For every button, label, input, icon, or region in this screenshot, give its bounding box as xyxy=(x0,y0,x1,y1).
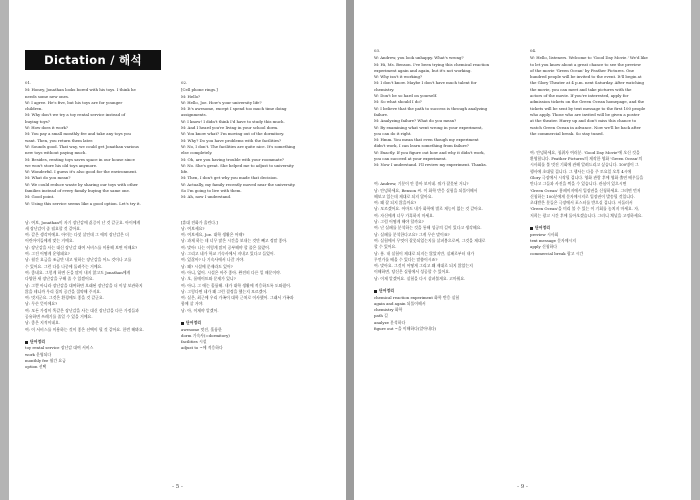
text-line: 남: 오, 룸메이트와 문제가 있니? xyxy=(181,276,236,282)
text-line: 만나고 그들과 사진을 찍을 수 있습니다. 관심이 있으시면 xyxy=(530,181,627,187)
text-line: 'Green Ocean' 홈페이지에서 입장권을 신청하세요. 그러면 먼저 xyxy=(530,187,641,193)
text-line: facilities 시설 xyxy=(181,339,207,345)
text-line: M: Then, I don't get why you made that decision. xyxy=(181,175,278,181)
korean-translation xyxy=(374,181,520,282)
text-line: W: Hello, listeners. Welcome to 'Good Day Movie.' We'd like xyxy=(530,55,648,61)
vocab-list xyxy=(181,327,331,352)
text-line: 시사회를 볼 멋진 기회에 관해 알려드리고 싶습니다. 100명이 그 xyxy=(530,162,639,168)
text-line: 여: 맞아요. 그것이 어떻게 그리고 왜 제대로 되지 않았는지 xyxy=(374,263,473,269)
text-line: 여: Andrew, 기분이 안 좋아 보이네. 뭐가 잘못된 거니? xyxy=(374,181,469,187)
vocab-heading: 단어정리 xyxy=(374,288,520,294)
text-line: watch Green Ocean in advance. Now we'll be back after xyxy=(530,124,641,130)
text-line: W: Why isn't it working? xyxy=(374,74,423,80)
text-line: 남: 이제 알겠어요. 실험을 다시 살펴볼게요. 고마워요. xyxy=(374,275,466,281)
text-line: want. Then, you return them later. xyxy=(25,137,94,143)
text-line: M: Analyzing failure? What do you mean? xyxy=(374,118,457,124)
text-line: didn't work, I can learn something from failure? xyxy=(374,143,469,149)
text-line: 남: 좋은 지적이네요. xyxy=(25,320,61,326)
text-line: 남: 왜? 시설에 문제라도 있어? xyxy=(181,263,233,269)
text-line: text message 문자메시지 xyxy=(530,237,576,243)
text-line: we won't store his old toys anymore. xyxy=(25,162,98,168)
dictation-banner: Dictation / 해석 xyxy=(25,50,161,70)
text-line: toy rental service 장난감 대여 서비스 xyxy=(25,345,94,351)
text-line: who apply. Those who are invited will be given a poster xyxy=(530,111,640,117)
text-line: 해보고 있는데 제대로 되지 않아요. xyxy=(374,193,433,199)
text-line: chemistry. xyxy=(374,86,395,92)
text-line: 남: 월간 요금을 조금만 내고 원하는 장난감을 어느 것이나 고를 xyxy=(25,257,132,263)
text-line: 남: 장난감을 사는 대신 장난감 대여 서비스를 이용해 보면 어때요? xyxy=(25,244,138,250)
right-page xyxy=(354,0,691,500)
text-line: [Cell phone rings.] xyxy=(181,87,218,93)
text-line: assignments. xyxy=(181,112,207,118)
text-line: 않을 테니까 우리 집의 공간을 절약해 주지요. xyxy=(25,288,102,294)
book-gutter xyxy=(346,0,354,500)
text-line: M: Now I understand. I'll review my experiment. Thanks. xyxy=(374,162,488,168)
text-line: 여: 자신에게 너무 가혹하지 마세요. xyxy=(374,212,435,218)
text-line: 남: 흠. 내 실험이 제대로 되지는 않았지만, 실패로부터 내가 xyxy=(374,250,475,256)
text-line: path 길 xyxy=(374,313,388,319)
section-number: 02. xyxy=(181,80,188,85)
text-line: 남: 안녕하세요, Benson 씨. 이 화학 반응 실험을 되풀이해서 xyxy=(374,187,478,193)
section-number: 03. xyxy=(374,48,381,53)
text-line: the commercial break. So stay tuned. xyxy=(530,130,604,136)
text-line: M: Honey, Jonathan looks bored with his toys. I think he xyxy=(25,87,136,93)
text-line: families instead of every family buying the same one. xyxy=(25,188,131,194)
text-line: 여: 모든 가정이 똑같은 장난감을 사는 대신 장난감을 다른 가정들과 xyxy=(25,307,139,313)
text-line: dorm 기숙사(=dormitory) xyxy=(181,332,230,338)
text-line: tickets will be sent by text message to the first 100 people xyxy=(530,105,646,111)
text-line: 남: 그럼 어떻게 해야 할까요? xyxy=(374,219,424,225)
text-line: the movie, you can meet and take pictures with the xyxy=(530,86,632,92)
section-02 xyxy=(181,80,331,352)
text-line: actors of the movie. If you're interested, apply for xyxy=(530,93,629,99)
text-line: W: You know what? I'm moving out of the dormitory. xyxy=(181,131,285,137)
korean-translation xyxy=(530,150,676,219)
section-03 xyxy=(374,48,520,332)
text-line: M: It's awesome, except I spend too much time doing xyxy=(181,106,287,112)
text-line: needs some new ones. xyxy=(25,93,70,99)
bullet-square-icon xyxy=(530,227,533,230)
text-line: W: Actually, my family recently moved near the university. xyxy=(181,181,296,187)
page-number: - 5 - xyxy=(172,484,183,490)
text-line: M: So what should I do? xyxy=(374,99,422,105)
text-line: 여: 그건 어떻게 운영돼요? xyxy=(25,251,70,257)
text-line: 저희는 광고 시간 후에 돌아오겠습니다. 그러니 채널을 고정하세요. xyxy=(530,212,643,218)
text-line: W: By examining what went wrong in your experiment, xyxy=(374,124,483,130)
vocab-heading: 단어정리 xyxy=(181,320,331,326)
text-line: 여: 아니, 없어. 시설은 아주 좋아. 완전히 다른 일 때문이야. xyxy=(181,269,282,275)
text-line: [휴대 전화가 울린다.] xyxy=(181,219,218,225)
text-line: W: Wonderful. I guess it's also good for the environment. xyxy=(25,169,138,175)
text-line: life. xyxy=(181,169,189,175)
section-01 xyxy=(25,80,169,371)
bullet-square-icon xyxy=(25,341,28,344)
text-line: 여: 안녕하세요, 청취자 여러분. 'Good Day Movie'에 오신 것을 xyxy=(530,149,640,155)
korean-translation xyxy=(181,220,331,314)
text-line: buying toys? xyxy=(25,118,50,124)
text-line: M: And I heard you're living in your school dorm. xyxy=(181,125,279,131)
text-line: W: Don't be so hard on yourself. xyxy=(374,93,438,99)
text-line: hundred people will be invited to the event. It'll begin at xyxy=(530,74,642,80)
text-line: M: Good point. xyxy=(25,194,55,200)
text-line: 여: 실험에서 무엇이 잘못되었는지를 살펴봄으로써, 그것을 제대로 xyxy=(374,237,486,243)
text-line: 이해하면, 당신은 실험에서 성공할 수 있어요. xyxy=(374,269,451,275)
text-line: 무언가를 배울 수 있다는 말씀이시죠? xyxy=(374,256,438,262)
text-line: analyze 분석하다 xyxy=(374,319,406,325)
text-line: 여: 같은 생각이에요. 아이는 다섯 살인데 그 애의 장난감은 더 xyxy=(25,232,129,238)
text-line: 여: 좋네요. 그렇게 하면 돈을 많이 내지 않고도 Jonathan에게 xyxy=(25,269,131,275)
text-line: M: Why? Do you have problems with the facilities? xyxy=(181,137,282,143)
text-line: M: I don't know. Maybe I don't have much talent for xyxy=(374,80,477,86)
bullet-square-icon xyxy=(181,322,184,325)
vocab-heading: 단어정리 xyxy=(530,225,676,231)
text-line: 환영합니다. Feather Pictures의 제작한 영화 'Green Ocean'의 xyxy=(530,156,643,162)
text-line: new toys without paying much. xyxy=(25,150,87,156)
text-line: 남: 아, 이제야 알겠어. xyxy=(181,307,219,313)
dialogue-script xyxy=(25,87,169,207)
text-line: 새 장난감이 좀 필요할 것 같아요. xyxy=(25,225,82,231)
text-line: 신청하는 100분에게 문자메시지로 입장권이 발송될 것입니다. xyxy=(530,193,636,199)
left-page xyxy=(9,0,346,500)
section-number: 01. xyxy=(25,80,32,85)
vocab-heading: 단어정리 xyxy=(25,339,169,345)
text-line: M: Oh, are you having trouble with your roommate? xyxy=(181,156,284,162)
text-line: 여: 여보세요, Joe. 대학 생활은 어때? xyxy=(181,232,245,238)
text-line: 남: 여보세요? xyxy=(181,225,205,231)
text-line: commercial break 광고 시간 xyxy=(530,250,584,256)
text-line: W: No, I don't. The facilities are quite nice. It's something xyxy=(181,143,296,149)
korean-translation xyxy=(25,220,169,333)
text-line: M: Why don't we try a toy rental service instead of xyxy=(25,112,126,118)
text-line: 남: 무슨 뜻이에요? xyxy=(25,301,58,307)
vocab-list xyxy=(374,295,520,333)
text-line: W: How does it work? xyxy=(25,125,68,131)
text-line: W: I agree. He's five, but his toys are for younger xyxy=(25,99,123,105)
text-line: monthly fee 월간 요금 xyxy=(25,358,66,364)
text-line: 'Green Ocean'을 미리 볼 수 있는 이 기회를 놓치지 마세요. 자, xyxy=(530,206,640,212)
text-line: you can do it right. xyxy=(374,130,412,136)
text-line: adjust to ~에 적응하다 xyxy=(181,345,223,351)
text-line: So I'm going to live with them. xyxy=(181,188,242,194)
text-line: option 선택 xyxy=(25,364,47,370)
text-line: 어린아이들에게 맞는 거예요. xyxy=(25,238,74,244)
text-line: W: We could reduce waste by sharing our toys with other xyxy=(25,181,138,187)
text-line: admission tickets on the Green Ocean homepage, and the xyxy=(530,99,645,105)
text-line: preview 시사회 xyxy=(530,231,559,237)
text-line: 할 수 있어요. xyxy=(374,244,397,250)
text-line: the Glory Theater at 4 p.m. next Saturday. After watching xyxy=(530,80,644,86)
text-line: M: What do you mean? xyxy=(25,175,71,181)
text-line: 남: 모르겠어요. 아마도 내가 화학에 별로 재능이 없는 것 같아요. xyxy=(374,206,483,212)
text-line: at the theater. Hurry up and don't miss this chance to xyxy=(530,118,637,124)
text-line: 여: 맞아! 나는 이렇게 많이 공부해야 할 줄은 몰랐어. xyxy=(181,244,271,250)
text-line: failure. xyxy=(374,111,389,117)
text-line: 남: 그렇다면 네가 왜 그런 결정을 했는지 모르겠어. xyxy=(181,288,268,294)
text-line: chemical reaction experiment 화학 반응 실험 xyxy=(374,294,460,300)
text-line: 함께 살 거야. xyxy=(181,301,204,307)
text-line: 공유하면 쓰레기를 줄일 수 있을 거예요. xyxy=(25,313,93,319)
section-04 xyxy=(530,48,676,257)
text-line: M: You pay a small monthly fee and take any toys you xyxy=(25,131,131,137)
text-line: 여: 있잖아? 나 기숙사에서 나갈 거야. xyxy=(181,257,245,263)
text-line: M: Besides, renting toys saves space in our house since xyxy=(25,156,135,162)
section-number: 04. xyxy=(530,48,537,53)
text-line: W: No. She's great. She helped me to adjust to university xyxy=(181,162,294,168)
text-line: W: Exactly. If you figure out how and why it didn't work, xyxy=(374,149,485,155)
text-line: 초대받은 분들은 극장에서 포스터를 받으실 겁니다. 서둘러서 xyxy=(530,200,633,206)
text-line: chemistry 화학 xyxy=(374,307,403,313)
text-line: 여: 왜 잘 되지 않을까요? xyxy=(374,200,417,206)
text-line: to let you know about a great chance to see the preview xyxy=(530,61,641,67)
text-line: M: Hello? xyxy=(181,93,201,99)
text-line: W: I believe that the path to success is through analyzing xyxy=(374,105,488,111)
text-line: M: Hmm. You mean that even though my experiment xyxy=(374,137,479,143)
text-line: apply 신청하다 xyxy=(530,244,558,250)
text-line: you can succeed at your experiment. xyxy=(374,156,447,162)
text-line: W: I know! I didn't think I'd have to study this much. xyxy=(181,118,285,124)
text-line: 여: 이 서비스를 이용하는 것이 좋은 선택이 될 것 같아요. 한번 해봐요. xyxy=(25,326,144,332)
dialogue-script xyxy=(530,55,676,137)
text-line: 남: 실패를 분석한다고요? 그게 무슨 말이죠? xyxy=(374,231,450,237)
dialogue-script xyxy=(374,55,520,168)
text-line: 남: 여보, Jonathan이 자기 장난감에 싫증이 난 것 같군요. 아이에게 xyxy=(25,219,141,225)
dialogue-script xyxy=(181,87,331,200)
text-line: work 운영되다 xyxy=(25,351,52,357)
text-line: 행사에 초대될 겁니다. 그 행사는 다음 주 토요일 오후 4시에 xyxy=(530,168,632,174)
text-line: Glory 극장에서 시작될 겁니다. 영화 관람 후에 영화 출연 배우들을 xyxy=(530,174,644,180)
text-line: 남: 과제 하는 데 너무 많은 시간을 보내는 것만 빼고 정말 좋아. xyxy=(181,238,288,244)
text-line: 다양한 새 장난감을 구해 줄 수 있겠어요. xyxy=(25,276,94,282)
text-line: of the movie 'Green Ocean' by Feather Pictures. One xyxy=(530,67,635,73)
text-line: again and again 되풀이해서 xyxy=(374,300,426,306)
text-line: W: Using this service seems like a good option. Let's try it. xyxy=(25,200,141,206)
text-line: figure out ~을 이해하다(알아내다) xyxy=(374,326,436,332)
vocab-list xyxy=(25,345,169,370)
text-line: 수 있어요. 그런 다음 나중에 돌려주는 거예요. xyxy=(25,263,103,269)
text-line: W: Sounds good. That way, we could get Jonathan various xyxy=(25,143,139,149)
text-line: 여: 아니. 그 애는 훌륭해. 내가 대학 생활에 적응하도록 도와줬어. xyxy=(181,282,292,288)
page-number: - 9 - xyxy=(517,484,528,490)
bullet-square-icon xyxy=(374,290,377,293)
text-line: 여: 실은, 최근에 우리 가족이 대학 근처로 이사했어. 그래서 가족과 xyxy=(181,295,294,301)
text-line: else completely. xyxy=(181,150,213,156)
text-line: 남: 그리고 네가 학교 기숙사에서 지내고 있다고 들었어. xyxy=(181,251,275,257)
vocab-list xyxy=(530,232,676,257)
text-line: experiment again and again, but it's not working. xyxy=(374,67,472,73)
text-line: M: Ah, now I understand. xyxy=(181,194,232,200)
text-line: 여: 난 실패를 분석하는 것을 통해 성공의 길이 있다고 생각해요. xyxy=(374,225,482,231)
text-line: W: Hello, Joe. How's your university life? xyxy=(181,99,262,105)
text-line: 여: 멋지군요. 그것은 환경에도 좋을 것 같군요. xyxy=(25,295,104,301)
text-line: 남: 그뿐 아니라 장난감을 대여하면 오래된 장난감을 더 이상 보관하지 xyxy=(25,282,143,288)
text-line: M: Hi, Ms. Benson. I've been trying this chemical reaction xyxy=(374,61,490,67)
text-line: W: Andrew, you look unhappy. What's wrong? xyxy=(374,55,464,61)
text-line: awesome 멋진, 훌륭한 xyxy=(181,326,222,332)
text-line: children. xyxy=(25,106,43,112)
